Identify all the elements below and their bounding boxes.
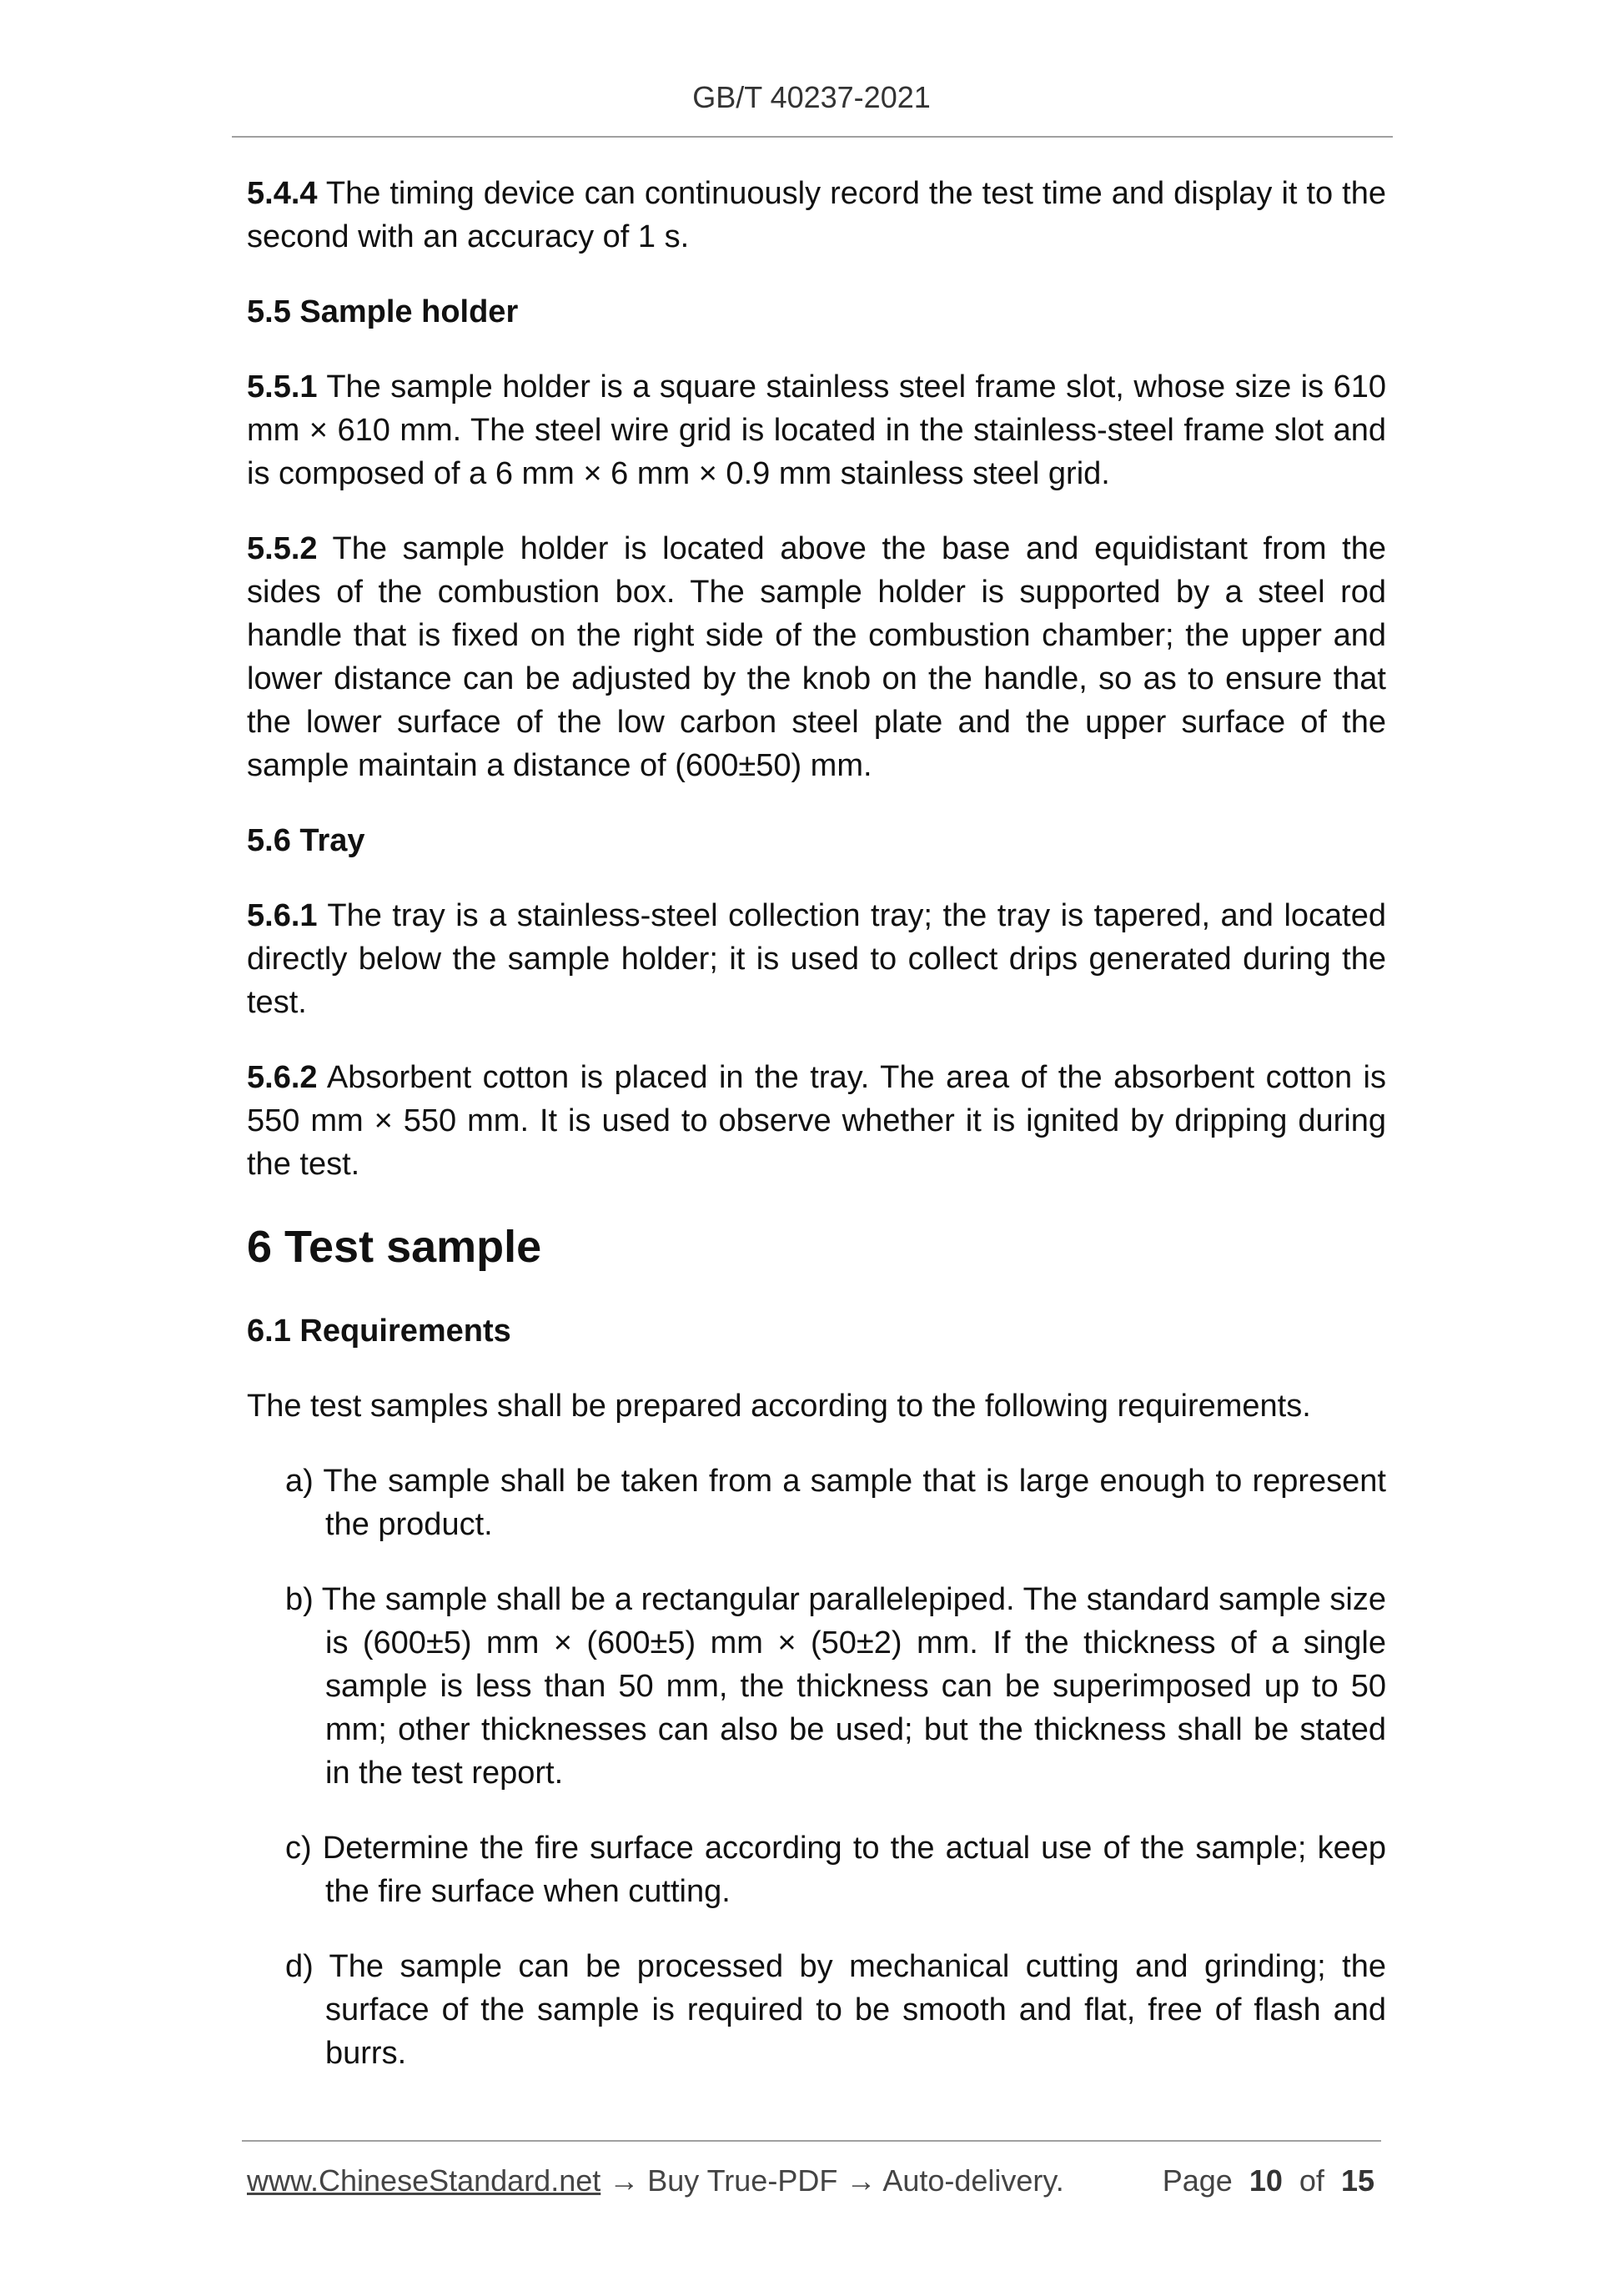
list-marker: b) [285,1582,314,1617]
clause-text: Absorbent cotton is placed in the tray. The area of the absorbent cotton is 550 mm × 550 mm. It is used to observe whether it is ignited by dripping during the test. [247,1060,1386,1182]
heading-6-1: 6.1 Requirements [247,1314,511,1349]
clause-text: The tray is a stainless-steel collection tray; the tray is tapered, and located directly below the sample holder; it is used to collect drips generated during the test. [247,898,1386,1020]
page-current: 10 [1249,2163,1283,2198]
list-marker: c) [285,1831,312,1866]
clause-text: The sample holder is a square stainless steel frame slot, whose size is 610 mm × 610 mm. The steel wire grid is located in the stainless-steel frame slot and is composed of a 6 mm × 6 mm × 0.9 mm stainless steel grid. [247,369,1386,491]
heading-6: 6 Test sample [247,1222,542,1272]
list-item-a [285,1459,1386,1546]
page-indicator [1163,2163,1374,2198]
of-label: of [1299,2163,1324,2198]
list-marker: d) [285,1949,314,1984]
footer-divider [242,2140,1381,2142]
list-text: The sample can be processed by mechanical cutting and grinding; the surface of the sample is required to be smooth and flat, free of flash and burrs. [313,1949,1386,2071]
list-marker: a) [285,1464,314,1499]
paragraph-5-6-1 [247,894,1386,1024]
clause-number: 5.5.1 [247,369,318,404]
clause-number: 5.6.2 [247,1060,318,1095]
page-label: Page [1162,2163,1233,2198]
clause-text: The timing device can continuously record the test time and display it to the second with an accuracy of 1 s. [247,176,1386,254]
list-item-b [285,1578,1386,1795]
header-divider [232,136,1393,138]
footer-left [247,2163,1064,2198]
paragraph-6-1-intro: The test samples shall be prepared according to the following requirements. [247,1389,1311,1424]
footer-tagline: → Buy True-PDF → Auto-delivery. [600,2163,1064,2198]
heading-5-6: 5.6 Tray [247,823,365,858]
clause-number: 5.6.1 [247,898,318,933]
document-body [247,172,1386,2107]
paragraph-5-6-2 [247,1056,1386,1186]
page-header-title: GB/T 40237-2021 [692,80,931,114]
paragraph-5-5-2 [247,527,1386,787]
clause-number: 5.4.4 [247,176,318,211]
website-link[interactable]: www.ChineseStandard.net [247,2163,601,2198]
list-text: The sample shall be taken from a sample that is large enough to represent the product. [313,1464,1386,1542]
list-text: The sample shall be a rectangular parallelepiped. The standard sample size is (600±5) mm × (600±5) mm × (50±2) mm. If the thickness of a single sample is less than 50 mm, the thickness can be superimposed up to 50 mm; other thicknesses can also be used; but the thickness shall be stated in the test report. [313,1582,1386,1791]
list-item-c [285,1826,1386,1913]
page-total: 15 [1340,2163,1374,2198]
paragraph-5-4-4 [247,172,1386,259]
list-item-d [285,1945,1386,2075]
heading-5-5: 5.5 Sample holder [247,294,519,329]
paragraph-5-5-1 [247,365,1386,495]
list-text: Determine the fire surface according to the actual use of the sample; keep the fire surface when cutting. [311,1831,1386,1909]
clause-text: The sample holder is located above the base and equidistant from the sides of the combustion box. The sample holder is supported by a steel rod handle that is fixed on the right side of the combustion chamber; the upper and lower distance can be adjusted by the knob on the handle, so as to ensure that the lower surface of the low carbon steel plate and the upper surface of the sample maintain a distance of (600±50) mm. [247,531,1386,783]
clause-number: 5.5.2 [247,531,318,566]
